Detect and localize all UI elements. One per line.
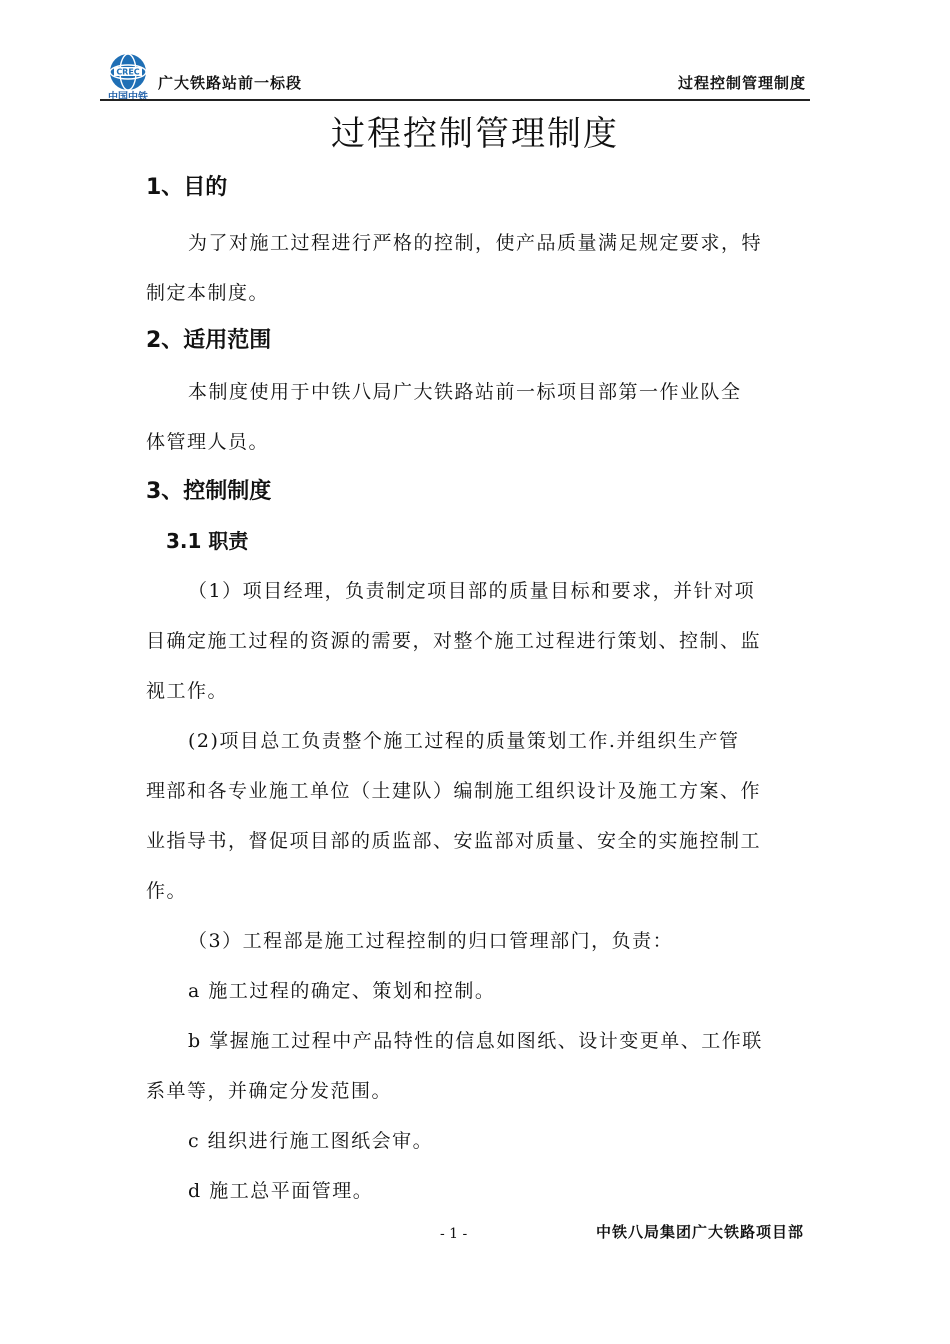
paragraph-line: (2)项目总工负责整个施工过程的质量策划工作.并组织生产管 [188,730,740,752]
paragraph-line: 业指导书，督促项目部的质监部、安监部对质量、安全的实施控制工 [146,830,762,852]
paragraph-line: 制定本制度。 [146,282,270,304]
paragraph-line: 系单等，并确定分发范围。 [146,1080,393,1102]
paragraph-line: （3）工程部是施工过程控制的归口管理部门，负责： [188,930,674,952]
paragraph-line: 目确定施工过程的资源的需要，对整个施工过程进行策划、控制、监 [146,630,762,652]
crec-logo-icon [102,52,154,102]
page-number: - 1 - [440,1226,468,1242]
paragraph-line: 作。 [146,880,188,902]
subsection-heading-duties: 3.1 职责 [166,529,249,553]
header-divider [100,99,810,101]
svg-text:CREC: CREC [116,67,140,77]
footer-organization: 中铁八局集团广大铁路项目部 [595,1223,804,1241]
header-doc-name: 过程控制管理制度 [677,74,806,92]
header-project-name: 广大铁路站前一标段 [158,74,303,92]
list-item: a 施工过程的确定、策划和控制。 [188,980,496,1002]
paragraph-line: 体管理人员。 [146,431,270,453]
document-title: 过程控制管理制度 [331,114,619,154]
list-item: d 施工总平面管理。 [188,1180,374,1202]
paragraph-line: 理部和各专业施工单位（土建队）编制施工组织设计及施工方案、作 [146,780,762,802]
list-item: c 组织进行施工图纸会审。 [188,1130,434,1152]
logo-text: 中国中铁 [108,92,148,102]
section-heading-purpose: 1、目的 [146,175,228,200]
paragraph-line: （1）项目经理，负责制定项目部的质量目标和要求，并针对项 [188,580,756,602]
section-heading-scope: 2、适用范围 [146,328,272,353]
page-header [100,52,812,106]
paragraph-line: 本制度使用于中铁八局广大铁路站前一标项目部第一作业队全 [188,381,742,403]
list-item: b 掌握施工过程中产品特性的信息如图纸、设计变更单、工作联 [188,1030,763,1052]
paragraph-line: 为了对施工过程进行严格的控制，使产品质量满足规定要求，特 [188,232,763,254]
paragraph-line: 视工作。 [146,680,229,702]
section-heading-control: 3、控制制度 [146,479,272,504]
